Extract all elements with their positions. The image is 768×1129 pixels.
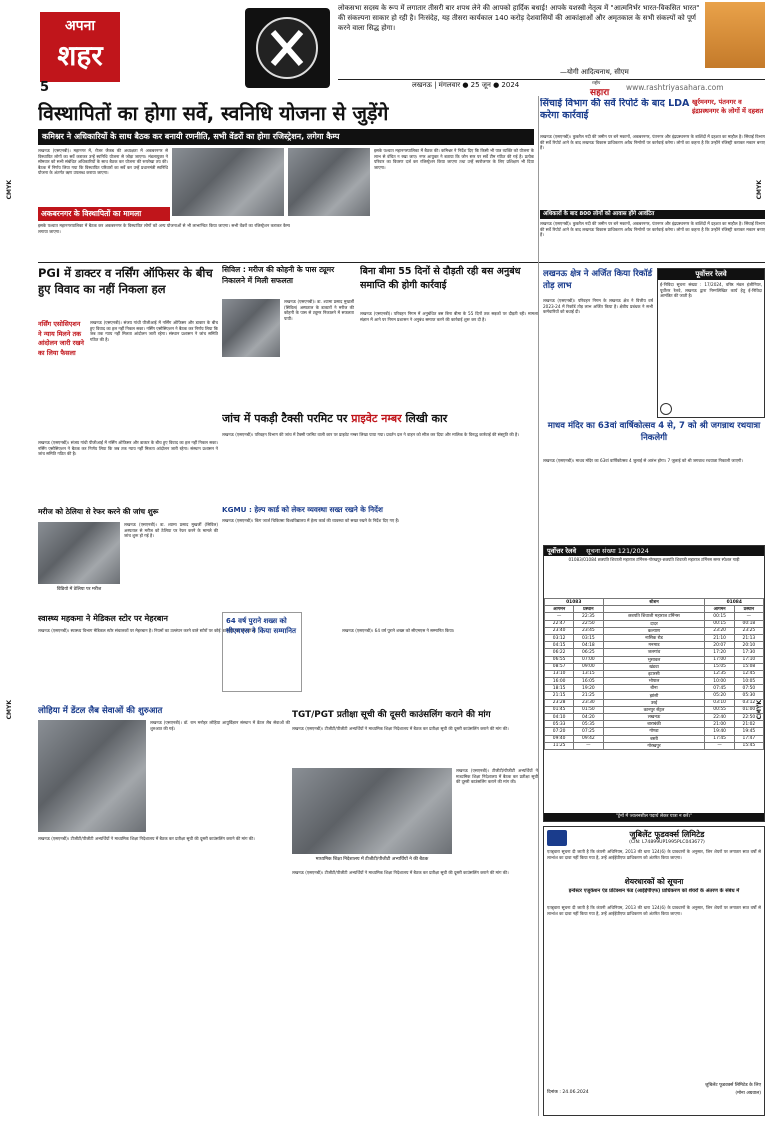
train-cell: 17:45 <box>705 735 734 742</box>
train-cell: गोरखपुर <box>603 742 705 749</box>
train-cell: 09:00 <box>574 663 603 670</box>
train-cell: 04:18 <box>574 642 603 649</box>
jubilant-sign: जुबिलेंट फूडवर्क्स लिमिटेड के लिए <box>704 1083 761 1088</box>
jubilant-sign-name: (मोना अग्रवाल) <box>735 1091 761 1096</box>
lucknow-rec-body: लखनऊ (एसएनबी)। परिवहन निगम के लखनऊ क्षेत्र ने वित्तीय वर्ष 2023-24 में रिकॉर्ड तोड़ लाभ अर्जित किया है। क्षेत्रीय प्रबंधक ने सभी कर्मचारियों को बधाई दी। <box>543 298 653 315</box>
train-cell: 20:10 <box>734 642 763 649</box>
train-cell: 05:35 <box>574 721 603 728</box>
train-cell: 22:40 <box>705 714 734 721</box>
train-row <box>545 627 764 634</box>
pgi-side-label: नर्सिंग एसोसिएशन ने न्याय मिलने तक आंदोलन जारी रखने का लिया फैसला <box>38 320 84 357</box>
train-cell: 21:15 <box>545 692 574 699</box>
lead-body-3: इसके पश्चात महानगरपालिका में बैठक की। कमिश्नर ने निर्देश दिए कि किसी भी पात्र व्यक्ति को योजना के लाभ से वंचित न रखा जाए। नगर आयुक्त ने बताया कि जोन स्तर पर सर्वे टीम गठित की गई है। प्रत्येक परिवार का विवरण दर्ज कर रजिस्ट्रेशन किया जाएगा तथा उन्हें स्वरोजगार के लिए प्रशिक्षण भी दिया जाएगा। <box>374 148 534 170</box>
theliya-photo <box>38 522 120 584</box>
irrigation-side-head: खुर्रमनगर, पंतनगर व इंद्रप्रस्थनगर के लोगों में दहशत <box>692 98 764 115</box>
vendor-photo <box>288 148 370 216</box>
train-cell: 00:18 <box>734 620 763 627</box>
pgi-headline: PGI में डाक्टर व नर्सिंग ऑफिसर के बीच हुए विवाद का नहीं निकला हल <box>38 266 213 296</box>
store-headline: स्वास्थ्य महकमा ने मेडिकल स्टोर पर मेहरबान <box>38 614 168 623</box>
train-cell: 18:15 <box>545 685 574 692</box>
jubilant-title: जुबिलेंट फूडवर्क्स लिमिटेड <box>629 830 705 839</box>
brand-small: राष्ट्रीय <box>592 80 601 85</box>
train-cell: 21:10 <box>705 634 734 641</box>
train-cell: 21:13 <box>734 634 763 641</box>
train-cell: उरई <box>603 699 705 706</box>
train-cell: बस्ती <box>603 735 705 742</box>
train-cell: गोण्डा <box>603 728 705 735</box>
permit-headline-b: प्राइवेट नम्बर <box>351 412 402 425</box>
train-row <box>545 728 764 735</box>
train-intro: 01083/01084 छत्रपति शिवाजी महाराज टर्मिनस-गोरखपुर-छत्रपति शिवाजी महाराज टर्मिनस समर स्पेशल गाड़ी <box>568 557 740 562</box>
train-cell: नासिक रोड <box>603 634 705 641</box>
train-cell: 05:30 <box>734 692 763 699</box>
train-cell: 11:25 <box>545 742 574 749</box>
train-cell: 00:15 <box>705 620 734 627</box>
train-cell: 17:47 <box>734 735 763 742</box>
train-cell: छत्रपति शिवाजी महाराज टर्मिनस <box>603 613 705 620</box>
train-cell: 21:02 <box>734 721 763 728</box>
cmyk-right-1: CMYK <box>756 180 763 200</box>
train-cell: 15:05 <box>705 663 734 670</box>
railway-notice-title: पूर्वोत्तर रेलवे <box>658 269 764 280</box>
train-banner-sub: सूचना संख्या 121/2024 <box>586 547 649 555</box>
lucknow-rec-headline: लखनऊ क्षेत्र ने अर्जित किया रिकॉर्ड तोड़ लाभ <box>543 269 653 291</box>
lead-subhead: कमिश्नर ने अधिकारियों के साथ बैठक कर बनायी रणनीति, सभी वेंडरों का होगा रजिस्ट्रेशन, लगेगा कैम्प <box>38 129 534 145</box>
permit-headline <box>222 408 538 430</box>
train-cell: 10:00 <box>705 678 734 685</box>
train-cell: 17:20 <box>705 649 734 656</box>
lohia-body: लखनऊ (एसएनबी)। डॉ. राम मनोहर लोहिया आयुर्विज्ञान संस्थान में डेंटल लैब सेवाओं की शुरुआत की गई। <box>150 720 290 731</box>
tgt-body-3: लखनऊ (एसएनबी)। टीजीटी/पीजीटी अभ्यर्थियों ने माध्यमिक शिक्षा निदेशालय में बैठक कर प्रतीक्षा सूची की दूसरी काउंसलिंग कराने की मांग की। <box>38 836 255 841</box>
car64-headline: 64 वर्ष पुराने शख्स को सीएमएस ने किया सम्मानित <box>226 617 296 635</box>
train-cell: 07:00 <box>574 656 603 663</box>
train-cell: झांसी <box>603 692 705 699</box>
train-cell: 04:20 <box>574 714 603 721</box>
tgt-photo <box>292 768 452 854</box>
insurance-body: लखनऊ (एसएनबी)। परिवहन निगम में अनुबंधित बस बिना बीमा के 55 दिनों तक सड़कों पर दौड़ती रही। मामला संज्ञान में आने पर निगम प्रशासन ने अनुबंध समाप्त करने की कार्रवाई शुरू कर दी है। <box>360 311 538 322</box>
train-head-arr: आगमन <box>545 606 574 613</box>
insurance-headline: बिना बीमा 55 दिनों से दौड़ती रही बस अनुबंध समाप्ति की होगी कार्रवाई <box>360 266 521 291</box>
train-cell: — <box>705 742 734 749</box>
civil-headline: सिविल : मरीज की कोहनी के पास ट्यूमर निकालने में मिली सफलता <box>222 265 335 285</box>
permit-body: लखनऊ (एसएनबी)। परिवहन विभाग की जांच में टैक्सी परमिट वाली कार पर प्राइवेट नम्बर लिखा पाया गया। प्रवर्तन दल ने वाहन को सीज कर दिया और मालिक के विरुद्ध कार्रवाई की संस्तुति की है। <box>222 432 519 437</box>
train-cell: 20:07 <box>705 642 734 649</box>
civil-body: लखनऊ (एसएनबी)। डा. श्यामा प्रसाद मुखर्जी (सिविल) अस्पताल के डाक्टरों ने मरीज की कोहनी के पास से ट्यूमर निकालने में सफलता पायी। <box>284 299 354 321</box>
train-footer: "ट्रेनों में ज्वलनशील पदार्थ लेकर यात्रा न करें।" <box>544 813 764 821</box>
brand: सहारा <box>590 88 610 98</box>
train-row <box>545 721 764 728</box>
car64-body: लखनऊ (एसएनबी)। 64 वर्ष पुराने शख्स को सीएमएस ने सम्मानित किया। <box>342 628 455 633</box>
irrigation-band: अधिकारों के बाद 800 लोगों को आवास होंगे आवंटित <box>540 210 765 219</box>
train-cell: 22:47 <box>545 620 574 627</box>
train-cell: कल्याण <box>603 627 705 634</box>
masthead <box>0 0 768 97</box>
irrigation-body-2: लखनऊ (एसएनबी)। कुकरैल नदी की जमीन पर बने मकानों, अकबरनगर, पंतनगर और इंद्रप्रस्थनगर के बाशिंदों में दहशत का माहौल है। सिंचाई विभाग की सर्वे रिपोर्ट आने के बाद लखनऊ विकास प्राधिकरण अवैध निर्माणों पर कार्रवाई करेगा। लोगों का कहना है कि उन्होंने रजिस्ट्री कराकर मकान बनाए हैं। <box>540 221 765 238</box>
lohia-photo <box>38 720 146 832</box>
train-cell: 09:40 <box>545 735 574 742</box>
cmyk-left-1: CMYK <box>6 180 13 200</box>
train-row <box>545 714 764 721</box>
train-cell: 05:20 <box>705 692 734 699</box>
train-cell: 16:00 <box>545 678 574 685</box>
masthead-quote: लोकसभा सदस्य के रूप में लगातार तीसरी बार शपथ लेने की आपको हार्दिक बधाई! आपके यशस्वी नेतृत्व में "आत्मनिर्भर भारत-विकसित भारत" की संकल्पना साकार हो रही है। निःसंदेह, यह तीसरा कार्यकाल 140 करोड़ देशवासियों की आकांक्षाओं और अमृतकाल के सभी संकल्पों को पूर्ण करने वाला सिद्ध होगा। <box>338 4 700 32</box>
train-cell: 23:30 <box>574 699 603 706</box>
train-row <box>545 642 764 649</box>
kgmu-body: लखनऊ (एसएनबी)। किंग जार्ज चिकित्सा विश्वविद्यालय में हेल्प कार्ड की व्यवस्था को सख्त रखने के निर्देश दिए गए हैं। <box>222 518 400 523</box>
train-cell: 19:45 <box>734 728 763 735</box>
irrigation-headline: सिंचाई विभाग की सर्वे रिपोर्ट के बाद LDA करेगा कार्रवाई <box>540 98 690 121</box>
train-cell: 04:15 <box>545 642 574 649</box>
lohia-headline: लोहिया में डेंटल लैब सेवाओं की शुरुआत <box>38 706 163 716</box>
train-cell: 03:12 <box>545 634 574 641</box>
train-head-arr-2: आगमन <box>705 606 734 613</box>
train-cell: 23:28 <box>545 699 574 706</box>
train-cell: 12:35 <box>705 670 734 677</box>
jubilant-notice-head: शेयरधारकों को सूचना <box>624 877 684 886</box>
pgi-body: लखनऊ (एसएनबी)। संजय गांधी पीजीआई में नर्सिंग ऑफिसर और डाक्टर के बीच हुए विवाद का हल नहीं निकल सका। नर्सिंग एसोसिएशन ने बैठक कर निर्णय लिया कि जब तक न्याय नहीं मिलता आंदोलन जारी रहेगा। संस्थान प्रशासन ने जांच समिति गठित की है। <box>90 320 218 342</box>
train-cell: 17:00 <box>705 656 734 663</box>
train-cell: 17:10 <box>734 656 763 663</box>
jubilant-body: एतद्द्वारा सूचना दी जाती है कि कंपनी अधिनियम, 2013 की धारा 124(6) के प्रावधानों के अनुसार, जिन शेयरों पर लगातार सात वर्षों से लाभांश का दावा नहीं किया गया है, उन्हें आईईपीएफ प्राधिकरण को अंतरित किया जाएगा। <box>547 905 761 916</box>
train-cell: 00:15 <box>705 613 734 620</box>
railway-logo-icon <box>660 403 672 415</box>
train-row <box>545 670 764 677</box>
permit-headline-a: जांच में पकड़ी टैक्सी परमिट पर <box>222 412 348 425</box>
train-cell: मनमाड <box>603 642 705 649</box>
train-cell: 23:20 <box>705 627 734 634</box>
train-cell: 22:50 <box>734 714 763 721</box>
dateline: लखनऊ | मंगलवार ● 25 जून ● 2024 <box>412 81 520 89</box>
train-cell: 15:45 <box>734 742 763 749</box>
train-banner-title: पूर्वोत्तर रेलवे <box>547 547 577 555</box>
train-cell: 16:05 <box>574 678 603 685</box>
train-cell: 21:00 <box>705 721 734 728</box>
train-head-dep: प्रस्थान <box>574 606 603 613</box>
train-row <box>545 699 764 706</box>
page-number: 5 <box>40 80 50 95</box>
train-col-b: 01084 <box>705 599 764 606</box>
train-timetable <box>544 598 764 750</box>
tgt-body-4: लखनऊ (एसएनबी)। टीजीटी/पीजीटी अभ्यर्थियों ने माध्यमिक शिक्षा निदेशालय में बैठक कर प्रतीक्षा सूची की दूसरी काउंसलिंग कराने की मांग की। <box>292 870 509 875</box>
train-cell: 08:57 <box>545 663 574 670</box>
railway-notice-box <box>657 268 765 418</box>
train-row <box>545 678 764 685</box>
kgmu-headline: KGMU : हेल्प कार्ड को लेकर व्यवस्था सख्त रखने के निर्देश <box>222 505 383 514</box>
irrigation-body: लखनऊ (एसएनबी)। कुकरैल नदी की जमीन पर बने मकानों, अकबरनगर, पंतनगर और इंद्रप्रस्थनगर के बाशिंदों में दहशत का माहौल है। सिंचाई विभाग की सर्वे रिपोर्ट आने के बाद लखनऊ विकास प्राधिकरण अवैध निर्माणों पर कार्रवाई करेगा। लोगों का कहना है कि उन्होंने रजिस्ट्री कराकर मकान बनाए हैं। <box>540 134 765 151</box>
train-cell: — <box>734 613 763 620</box>
cm-photo <box>705 2 765 68</box>
train-cell: 06:22 <box>545 649 574 656</box>
train-cell: जलगांव <box>603 649 705 656</box>
train-cell: 01:00 <box>734 706 763 713</box>
x-logo-icon <box>245 8 330 88</box>
train-cell: लखनऊ <box>603 714 705 721</box>
train-cell: 17:30 <box>734 649 763 656</box>
train-cell: इटारसी <box>603 670 705 677</box>
train-cell: भोपाल <box>603 678 705 685</box>
train-col-a: 01083 <box>545 599 604 606</box>
train-cell: 07:25 <box>574 728 603 735</box>
madhav-body: लखनऊ (एसएनबी)। माधव मंदिर का 63वां वार्षिकोत्सव 4 जुलाई से आरंभ होगा। 7 जुलाई को श्री जगन्नाथ रथयात्रा निकाली जाएगी। <box>543 458 743 463</box>
quote-author: —योगी आदित्यनाथ, सीएम <box>560 68 629 76</box>
tgt-body-2: लखनऊ (एसएनबी)। टीजीटी/पीजीटी अभ्यर्थियों ने माध्यमिक शिक्षा निदेशालय में बैठक कर प्रतीक्षा सूची की दूसरी काउंसलिंग कराने की मांग की। <box>456 768 538 785</box>
train-cell: 01:45 <box>545 706 574 713</box>
train-notice <box>543 545 765 822</box>
train-cell: भुसावल <box>603 656 705 663</box>
train-cell: 21:25 <box>574 692 603 699</box>
train-cell: 03:10 <box>705 699 734 706</box>
site-url: www.rashtriyasahara.com <box>626 83 724 92</box>
train-cell: दादर <box>603 620 705 627</box>
train-row <box>545 706 764 713</box>
jubilant-address: एतद्द्वारा सूचना दी जाती है कि कंपनी अधिनियम, 2013 की धारा 124(6) के प्रावधानों के अनुसार, जिन शेयरों पर लगातार सात वर्षों से लाभांश का दावा नहीं किया गया है, उन्हें आईईपीएफ प्राधिकरण को अंतरित किया जाएगा। <box>547 849 761 860</box>
train-row <box>545 742 764 749</box>
train-cell: 13:10 <box>545 670 574 677</box>
train-cell: 10:05 <box>734 678 763 685</box>
train-cell: खंडवा <box>603 663 705 670</box>
train-head-station: स्टेशन <box>603 599 705 606</box>
train-cell: 23:45 <box>574 627 603 634</box>
train-cell: 03:15 <box>574 634 603 641</box>
theliya-body: लखनऊ (एसएनबी)। डा. श्यामा प्रसाद मुखर्जी (सिविल) अस्पताल से मरीज को ठेलिया पर रेफर करने के मामले की जांच शुरू हो गई है। <box>124 522 218 539</box>
train-cell: — <box>574 742 603 749</box>
logo-top-text: अपना <box>64 18 96 34</box>
train-row <box>545 735 764 742</box>
train-cell: 05:33 <box>545 721 574 728</box>
masthead-rule <box>338 79 765 80</box>
train-cell: 22:35 <box>574 613 603 620</box>
row-divider-1 <box>38 262 765 263</box>
railway-notice-body: ई-निविदा सूचना संख्या : 17/2024, वरिष्ठ मंडल इंजीनियर, पूर्वोत्तर रेलवे, लखनऊ द्वारा निम्नलिखित कार्य हेतु ई-निविदा आमंत्रित की जाती है। <box>660 282 762 299</box>
logo-main-text: शहर <box>57 39 103 72</box>
train-cell: 19:40 <box>705 728 734 735</box>
train-cell: 06:55 <box>545 656 574 663</box>
lead-box-title: अकबरनगर के विस्थापितों का मामला <box>38 207 170 221</box>
train-row <box>545 649 764 656</box>
train-row <box>545 692 764 699</box>
madhav-headline: माधव मंदिर का 63वां वार्षिकोत्सव 4 से, 7 को श्री जगन्नाथ रथयात्रा निकलेगी <box>547 421 761 443</box>
train-cell: 13:15 <box>574 670 603 677</box>
tgt-headline: TGT/PGT प्रतीक्षा सूची की दूसरी काउंसलिंग कराने की मांग <box>292 710 491 720</box>
jubilant-cin: (CIN: L74899UP1995PLC043677) <box>629 840 705 845</box>
tgt-caption: माध्यमिक शिक्षा निदेशालय में टीजीटी/पीजीटी अभ्यर्थियों ने की बैठक <box>315 857 429 862</box>
train-cell: बीना <box>603 685 705 692</box>
store-body: लखनऊ (एसएनबी)। स्वास्थ्य विभाग मेडिकल स्टोर संचालकों पर मेहरबान है। नियमों का उल्लंघन करने वाले स्टोरों पर कोई कार्रवाई नहीं हो रही है। <box>38 628 257 633</box>
col-rule-1 <box>538 96 539 1116</box>
civil-photo <box>222 299 280 357</box>
cmyk-left-2: CMYK <box>6 700 13 720</box>
train-row <box>545 656 764 663</box>
train-cell: 22:50 <box>574 620 603 627</box>
jubilant-notice <box>543 826 765 1116</box>
train-cell: 12:45 <box>734 670 763 677</box>
lead-body-1: लखनऊ (एसएनबी)। महानगर में, रोजर जैकब की अध्यक्षता में अकबरनगर से विस्थापित लोगों का सर्वे कराकर उन्हें स्वनिधि योजना से जोड़ा जाएगा। मंडलायुक्त ने सोमवार को सभी संबंधित अधिकारियों के साथ बैठक कर योजना की रूपरेखा तय की। बैठक में निर्णय लिया गया कि विस्थापित परिवारों का सर्वे कर उन्हें प्रधानमंत्री स्वनिधि योजना के अंतर्गत ऋण उपलब्ध कराया जाएगा। <box>38 148 168 176</box>
car64-box <box>222 612 302 692</box>
train-cell: 00:55 <box>705 706 734 713</box>
meeting-photo <box>172 148 284 216</box>
train-cell: 19:20 <box>574 685 603 692</box>
train-row <box>545 663 764 670</box>
train-row <box>545 634 764 641</box>
train-row <box>545 613 764 620</box>
train-cell: 07:45 <box>705 685 734 692</box>
train-cell: 15:08 <box>734 663 763 670</box>
pgi-body-2: लखनऊ (एसएनबी)। संजय गांधी पीजीआई में नर्सिंग ऑफिसर और डाक्टर के बीच हुए विवाद का हल नहीं निकल सका। नर्सिंग एसोसिएशन ने बैठक कर निर्णय लिया कि जब तक न्याय नहीं मिलता आंदोलन जारी रहेगा। संस्थान प्रशासन ने जांच समिति गठित की है। <box>38 440 218 457</box>
train-head-dep-2: प्रस्थान <box>734 606 763 613</box>
train-cell: — <box>545 613 574 620</box>
train-cell: 23:25 <box>734 627 763 634</box>
train-cell: 07:20 <box>545 728 574 735</box>
permit-headline-c: लिखी कार <box>405 412 448 425</box>
jubilant-logo-icon <box>547 830 567 846</box>
train-cell: कानपुर सेंट्रल <box>603 706 705 713</box>
cmyk-right-2: CMYK <box>756 700 763 720</box>
train-cell: 04:10 <box>545 714 574 721</box>
train-cell: 03:12 <box>734 699 763 706</box>
train-cell: 09:42 <box>574 735 603 742</box>
train-row <box>545 620 764 627</box>
train-cell: 07:50 <box>734 685 763 692</box>
logo-block <box>40 12 120 82</box>
lead-body-2: इसके पश्चात महानगरपालिका में बैठक कर अकबरनगर के विस्थापित लोगों को अन्य योजनाओं से भी लाभान्वित किया जाएगा। सभी वेंडरों का रजिस्ट्रेशन कराकर कैम्प लगाया जाएगा। <box>38 223 290 234</box>
train-banner <box>544 546 764 556</box>
tgt-body-1: लखनऊ (एसएनबी)। टीजीटी/पीजीटी अभ्यर्थियों ने माध्यमिक शिक्षा निदेशालय में बैठक कर प्रतीक्षा सूची की दूसरी काउंसलिंग कराने की मांग की। <box>292 726 509 731</box>
jubilant-date: दिनांक : 24.06.2024 <box>547 1090 589 1095</box>
lead-headline: विस्थापितों का होगा सर्वे, स्वनिधि योजना से जुड़ेंगे <box>38 102 389 125</box>
jubilant-notice-sub: इन्वेस्टर एजुकेशन एंड प्रोटेक्शन फंड (आईईपीएफ) प्राधिकरण को शेयरों के अंतरण के संबंध में <box>568 888 740 894</box>
train-cell: 06:25 <box>574 649 603 656</box>
train-cell: बाराबंकी <box>603 721 705 728</box>
theliya-headline: मरीज को ठेलिया से रेफर करने की जांच शुरू <box>38 507 159 516</box>
train-cell: 01:50 <box>574 706 603 713</box>
train-cell: 23:40 <box>545 627 574 634</box>
theliya-caption: विडियो में ठेलिया पर मरीज <box>56 587 102 592</box>
train-row <box>545 685 764 692</box>
